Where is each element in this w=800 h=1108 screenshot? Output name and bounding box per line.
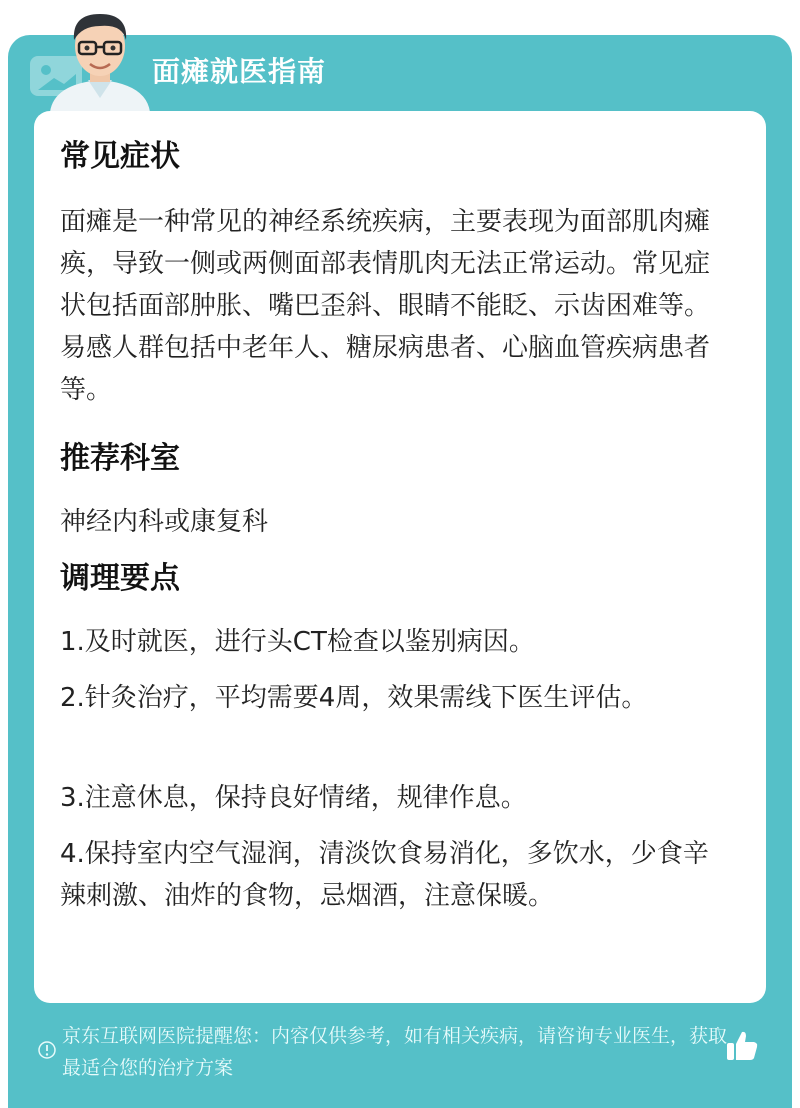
care-item: 3.注意休息，保持良好情绪，规律作息。: [60, 783, 527, 813]
thumbs-up-icon[interactable]: [724, 1028, 760, 1064]
care-item: 2.针灸治疗，平均需要4周，效果需线下医生评估。: [60, 683, 648, 713]
page-title: 面瘫就医指南: [152, 55, 327, 88]
info-icon: [37, 1040, 57, 1060]
section-title-department: 推荐科室: [60, 441, 180, 476]
department-text: 神经内科或康复科: [60, 507, 269, 537]
care-item: 4.保持室内空气湿润，清淡饮食易消化，多饮水，少食辛辣刺激、油炸的食物，忌烟酒，注意保暖。: [60, 839, 709, 911]
section-title-care: 调理要点: [60, 561, 180, 596]
section-title-symptoms: 常见症状: [60, 139, 180, 174]
footer-disclaimer: 京东互联网医院提醒您：内容仅供参考，如有相关疾病，请咨询专业医生，获取最适合您的治疗方案: [62, 1025, 728, 1079]
doctor-avatar: [46, 6, 154, 112]
content-card: [34, 111, 766, 1003]
symptoms-text: 面瘫是一种常见的神经系统疾病，主要表现为面部肌肉瘫痪，导致一侧或两侧面部表情肌肉无法正常运动。常见症状包括面部肿胀、嘴巴歪斜、眼睛不能眨、示齿困难等。易感人群包括中老年人、糖尿病患者、心脑血管疾病患者等。: [60, 207, 711, 405]
care-item: 1.及时就医，进行头CT检查以鉴别病因。: [60, 627, 535, 657]
